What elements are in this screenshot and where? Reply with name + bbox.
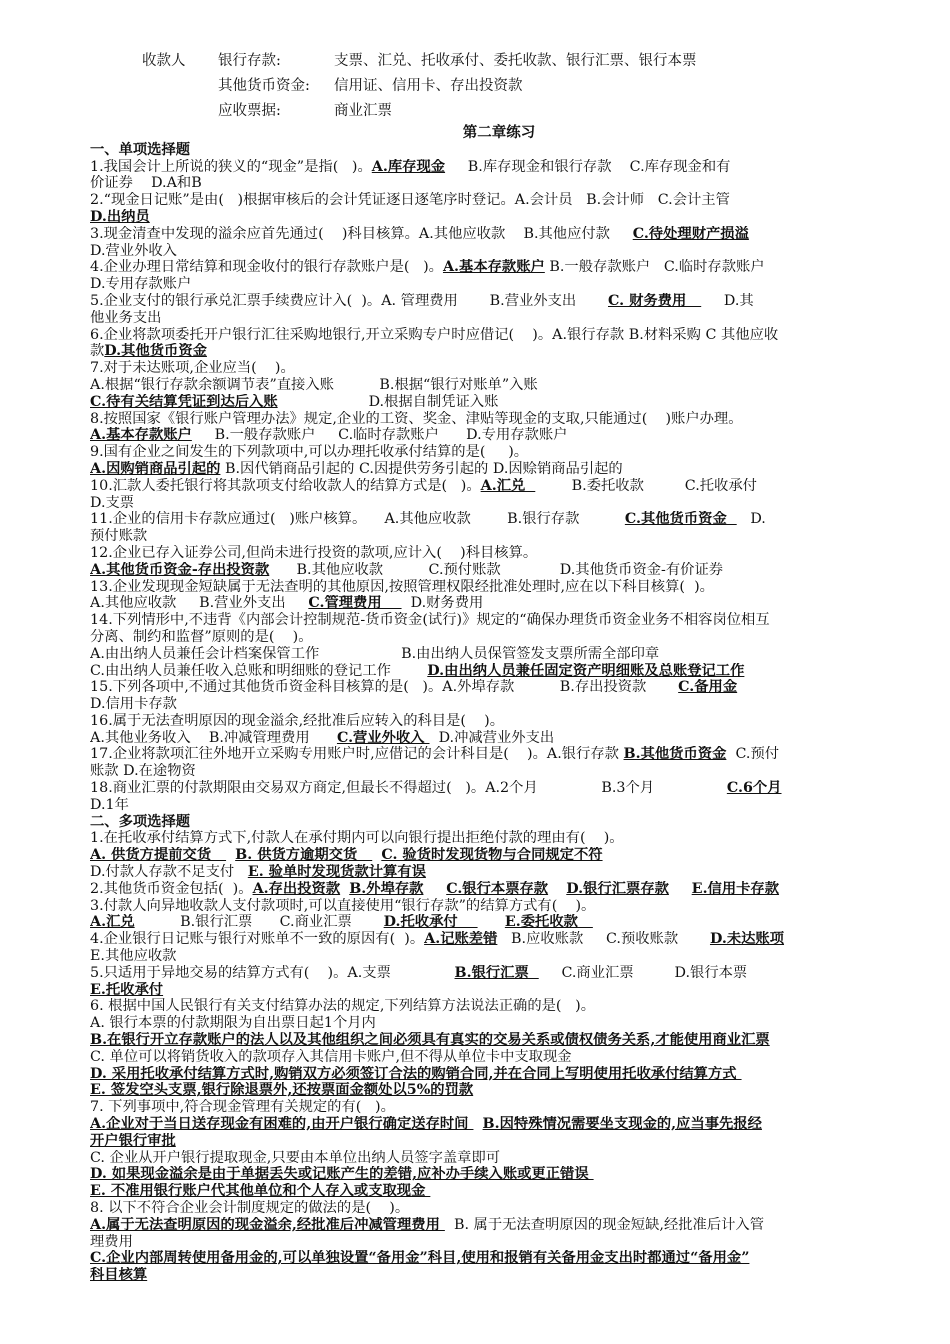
line-text: 3.付款人向异地收款人支付款项时,可以直接使用“银行存款”的结算方式有( )。: [90, 897, 596, 914]
line-text: D.财务费用: [401, 595, 484, 612]
text-line: [90, 394, 908, 411]
line-text: 8. 以下不符合企业会计制度规定的做法的是( )。: [90, 1200, 410, 1216]
section-heading: 二、多项选择题: [90, 813, 191, 830]
payee-label: 收款人: [142, 53, 186, 69]
line-text: B.一般存款账户 C.临时存款账户 D.专用存款账户: [191, 427, 568, 444]
line-text: D.根据自制凭证入账: [277, 393, 499, 410]
answer-text: A.因购销商品引起的: [90, 460, 221, 477]
text-line: [90, 595, 908, 612]
text-line: [90, 696, 908, 713]
line-text: 分离、制约和监督”原则的是( )。: [90, 628, 313, 645]
answer-text: C.营业外收入: [336, 729, 430, 746]
text-line: [90, 1099, 908, 1116]
line-text: [226, 847, 235, 863]
answer-text: A.汇兑: [480, 477, 536, 494]
text-line: [90, 797, 908, 814]
line-text: 4.企业办理日常结算和现金收付的银行存款账户是( )。: [90, 259, 443, 276]
answer-text: D. 采用托收承付结算方式时,购销双方必须签订合法的购销合同,并在合同上写明使用托收承付结算方式: [90, 1065, 742, 1082]
line-text: 9.国有企业之间发生的下列款项中,可以办理托收承付结算的是( )。: [90, 444, 529, 461]
answer-text: A.库存现金: [371, 158, 446, 175]
text-line: [90, 343, 908, 360]
text-line: [90, 427, 908, 444]
line-text: C.预付: [726, 746, 780, 763]
text-line: [90, 629, 908, 646]
answer-text: E. 验单时发现货款计算有误: [247, 864, 426, 881]
line-text: B. 属于无法查明原因的现金短缺,经批准后计入管: [444, 1216, 765, 1233]
text-line: [90, 1049, 908, 1066]
text-line: [90, 293, 908, 310]
line-text: 17.企业将款项汇往外地开立采购专用账户时,应借记的会计科目是( )。A.银行存款: [90, 746, 624, 763]
exercise-body: [90, 125, 908, 1284]
text-line: [90, 444, 908, 461]
line-text: 2.“现金日记账”是由( )根据审核后的会计凭证逐日逐笔序时登记。A.会计员 B.会计师 C.会计主管: [90, 192, 730, 209]
text-line: [90, 830, 908, 847]
text-line: [90, 159, 908, 176]
text-line: [90, 914, 908, 931]
line-text: 10.汇款人委托银行将其款项支付给收款人的结算方式是( )。: [90, 477, 481, 494]
answer-text: D.未达账项: [709, 931, 785, 948]
answer-text: C.银行本票存款: [446, 880, 549, 897]
line-text: D.其: [701, 292, 754, 309]
line-text: B.库存现金和银行存款 C.库存现金和有: [445, 158, 731, 175]
header-value: 支票、汇兑、托收承付、委托收款、银行汇票、银行本票: [334, 53, 697, 69]
answer-text: D. 如果现金溢余是由于单据丢失或记账产生的差错,应补办手续入账或更正错误: [90, 1166, 594, 1183]
text-line: [90, 545, 908, 562]
line-text: 14.下列情形中,不违背《内部会计控制规范-货币资金(试行)》规定的“确保办理货币资金业务不相容岗位相互: [90, 612, 770, 629]
line-text: 12.企业已存入证券公司,但尚未进行投资的款项,应计入( )科目核算。: [90, 544, 538, 561]
page-title: 第二章练习: [462, 124, 536, 141]
line-text: [478, 914, 505, 930]
answer-text: A. 供货方提前交货: [90, 847, 227, 864]
answer-text: C. 财务费用: [608, 292, 702, 309]
line-text: D.支票: [90, 494, 135, 511]
text-line: [90, 461, 908, 478]
line-text: 款: [90, 343, 105, 360]
answer-text: C.待处理财产损溢: [632, 225, 749, 242]
text-line: [90, 411, 908, 428]
line-text: [423, 881, 446, 897]
line-text: B.其他应收款 C.预付账款 D.其他货币资金-有价证券: [269, 561, 724, 578]
line-text: C. 企业从开户银行提取现金,只要由本单位出纳人员签字盖章即可: [90, 1149, 501, 1166]
answer-text: A.基本存款账户: [90, 427, 192, 444]
answer-text: A.企业对于当日送存现金有困难的,由开户银行确定送存时间: [90, 1116, 474, 1133]
line-text: [669, 881, 692, 897]
answer-text: B.在银行开立存款账户的法人以及其他组织之间必须具有真实的交易关系或债权债务关系,才能使用商业汇票: [90, 1032, 770, 1049]
text-line: [90, 478, 908, 495]
text-line: [90, 864, 908, 881]
line-text: 18.商业汇票的付款期限由交易双方商定,但最长不得超过( )。A.2个月 B.3个月: [90, 780, 727, 797]
answer-text: D.托收承付: [383, 914, 478, 931]
line-text: B.委托收款 C.托收承付: [535, 477, 757, 494]
line-text: D.1年: [90, 796, 129, 813]
line-text: D.专用存款账户: [90, 276, 192, 293]
answer-text: D.其他货币资金: [104, 343, 207, 360]
line-text: 4.企业银行日记账与银行对账单不一致的原因有( )。: [90, 931, 425, 948]
text-line: [90, 1267, 908, 1284]
answer-text: E.委托收款: [504, 914, 593, 931]
text-line: [90, 965, 908, 982]
header-key: 银行存款:: [218, 53, 281, 69]
answer-text: C. 验货时发现货物与合同规定不符: [381, 847, 603, 864]
text-line: [90, 746, 908, 763]
answer-text: A.属于无法查明原因的现金溢余,经批准后冲减管理费用: [90, 1216, 445, 1233]
answer-text: A.其他货币资金-存出投资款: [90, 561, 270, 578]
text-line: [90, 1032, 908, 1049]
text-line: [90, 998, 908, 1015]
text-line: [90, 679, 908, 696]
text-line: [90, 1250, 908, 1267]
text-line: [90, 1082, 908, 1099]
text-line: [90, 1015, 908, 1032]
line-text: 16.属于无法查明原因的现金溢余,经批准后应转入的科目是( )。: [90, 712, 505, 729]
line-text: 15.下列各项中,不通过其他货币资金科目核算的是( )。A.外埠存款 B.存出投资款: [90, 679, 679, 696]
line-text: [473, 1116, 482, 1132]
line-text: [340, 881, 349, 897]
text-line: [90, 1234, 908, 1251]
text-line: [90, 931, 908, 948]
header-key: 其他货币资金:: [218, 78, 310, 94]
question-lines: [90, 159, 908, 1284]
answer-text: A.记账差错: [424, 931, 498, 948]
line-text: D.: [736, 511, 766, 528]
header-value: 信用证、信用卡、存出投资款: [334, 78, 523, 94]
line-text: [548, 881, 566, 897]
answer-text: B.其他货币资金: [623, 746, 727, 763]
line-text: D.付款人存款不足支付: [90, 864, 248, 881]
line-text: 账款 D.在途物资: [90, 763, 196, 780]
line-text: C.商业汇票 D.银行本票: [538, 964, 748, 981]
line-text: B.因代销商品引起的 C.因提供劳务引起的 D.因赊销商品引起的: [220, 460, 623, 477]
text-line: [90, 243, 908, 260]
answer-text: D.由出纳人员兼任固定资产明细账及总账登记工作: [427, 662, 745, 679]
answer-text: B.因特殊情况需要坐支现金的,应当事先报经: [482, 1116, 762, 1133]
text-line: [90, 713, 908, 730]
answer-text: 开户银行审批: [90, 1132, 176, 1149]
line-text: E.其他应收款: [90, 948, 177, 965]
text-line: [90, 377, 908, 394]
answer-text: C.其他货币资金: [624, 511, 737, 528]
answer-text: C.6个月: [726, 780, 782, 797]
line-text: 5.企业支付的银行承兑汇票手续费应计入( )。A. 管理费用 B.营业外支出: [90, 292, 608, 309]
line-text: 5.只适用于异地交易的结算方式有( )。A.支票: [90, 964, 455, 981]
answer-text: D.银行汇票存款: [566, 880, 669, 897]
line-text: A.由出纳人员兼任会计档案保管工作 B.由出纳人员保管签发支票所需全部印章: [90, 645, 660, 662]
line-text: D.营业外收入: [90, 242, 177, 259]
answer-text: C.企业内部周转使用备用金的,可以单独设置“备用金”科目,使用和报销有关备用金支出时都通过“备用金”: [90, 1250, 750, 1267]
line-text: B.应收账款 C.预收账款: [497, 931, 710, 948]
text-line: [90, 881, 908, 898]
text-line: [90, 360, 908, 377]
line-text: A. 银行本票的付款期限为自出票日起1个月内: [90, 1015, 376, 1032]
line-text: C.由出纳人员兼任收入总账和明细账的登记工作: [90, 662, 428, 679]
text-line: [90, 898, 908, 915]
text-line: [90, 276, 908, 293]
line-text: A.根据“银行存款余额调节表”直接入账 B.根据“银行对账单”入账: [90, 376, 538, 393]
text-line: [90, 1150, 908, 1167]
line-text: 13.企业发现现金短缺属于无法查明的其他原因,按照管理权限经批准处理时,应在以下科目核算( )。: [90, 578, 714, 595]
line-text: 3.现金清查中发现的溢余应首先通过( )科目核算。A.其他应收款 B.其他应付款: [90, 225, 633, 242]
text-line: [90, 192, 908, 209]
answer-text: E.信用卡存款: [691, 880, 780, 897]
line-text: A.其他应收款 B.营业外支出: [90, 595, 309, 612]
answer-text: B.银行汇票: [454, 964, 539, 981]
answer-text: E.托收承付: [90, 981, 164, 998]
answer-text: 科目核算: [90, 1267, 148, 1284]
text-line: [90, 310, 908, 327]
line-text: 6.企业将款项委托开户银行汇往采购地银行,开立采购专户时应借记( )。A.银行存款 B.材料采购 C 其他应收: [90, 326, 779, 343]
text-line: [90, 511, 908, 528]
line-text: 7.对于未达账项,企业应当( )。: [90, 360, 295, 377]
line-text: 1.我国会计上所说的狭义的“现金”是指( )。: [90, 158, 372, 175]
line-text: B.银行汇票 C.商业汇票: [134, 914, 384, 931]
text-line: [90, 948, 908, 965]
text-line: [90, 579, 908, 596]
line-text: D.信用卡存款: [90, 696, 177, 713]
text-line: [90, 763, 908, 780]
answer-text: C.待有关结算凭证到达后入账: [90, 393, 278, 410]
text-line: [90, 562, 908, 579]
text-line: [90, 1183, 908, 1200]
line-text: 6. 根据中国人民银行有关支付结算办法的规定,下列结算方法说法正确的是( )。: [90, 998, 596, 1015]
line-text: 1.在托收承付结算方式下,付款人在承付期内可以向银行提出拒绝付款的理由有( )。: [90, 830, 624, 847]
line-text: D.冲减营业外支出: [429, 729, 555, 746]
text-line: [90, 612, 908, 629]
line-text: C. 单位可以将销货收入的款项存入其信用卡账户,但不得从单位卡中支取现金: [90, 1048, 572, 1065]
answer-text: A.汇兑: [90, 914, 135, 931]
text-line: [90, 646, 908, 663]
text-line: [90, 663, 908, 680]
line-text: 8.按照国家《银行账户管理办法》规定,企业的工资、奖金、津贴等现金的支取,只能通过( )账户办理。: [90, 410, 743, 427]
answer-text: E. 签发空头支票,银行除退票外,还按票面金额处以5%的罚款: [90, 1082, 474, 1099]
line-text: 理费用: [90, 1233, 133, 1250]
text-line: [90, 1133, 908, 1150]
text-line: [90, 528, 908, 545]
line-text: 他业务支出: [90, 309, 162, 326]
answer-text: E. 不准用银行账户代其他单位和个人存入或支取现金: [90, 1183, 431, 1200]
answer-text: C.管理费用: [308, 595, 402, 612]
text-line: [90, 982, 908, 999]
line-text: 预付账款: [90, 528, 148, 545]
line-text: 价证券 D.A和B: [90, 175, 202, 192]
line-text: A.其他业务收入 B.冲减管理费用: [90, 729, 337, 746]
answer-text: B. 供货方逾期交货: [235, 847, 373, 864]
text-line: [90, 1217, 908, 1234]
answer-text: C.备用金: [678, 679, 738, 696]
text-line: [90, 730, 908, 747]
answer-text: A.存出投资款: [252, 880, 341, 897]
line-text: B.一般存款账户 C.临时存款账户: [544, 259, 765, 276]
text-line: [90, 1166, 908, 1183]
line-text: 2.其他货币资金包括( )。: [90, 880, 253, 897]
text-line: [90, 1066, 908, 1083]
text-line: [90, 226, 908, 243]
text-line: [90, 327, 908, 344]
line-text: 11.企业的信用卡存款应通过( )账户核算。 A.其他应收款 B.银行存款: [90, 511, 625, 528]
header-key: 应收票据:: [218, 103, 281, 119]
header-value: 商业汇票: [334, 103, 392, 119]
text-line: [90, 1200, 908, 1217]
text-line: [90, 259, 908, 276]
answer-text: D.出纳员: [90, 208, 150, 225]
text-line: [90, 495, 908, 512]
answer-text: B.外埠存款: [349, 880, 424, 897]
text-line: [90, 175, 908, 192]
answer-text: A.基本存款账户: [442, 259, 545, 276]
section-heading: 一、单项选择题: [90, 141, 191, 158]
text-line: [90, 847, 908, 864]
text-line: [90, 209, 908, 226]
line-text: 7. 下列事项中,符合现金管理有关规定的有( )。: [90, 1099, 395, 1116]
line-text: [372, 847, 381, 863]
text-line: [90, 1116, 908, 1133]
text-line: [90, 780, 908, 797]
